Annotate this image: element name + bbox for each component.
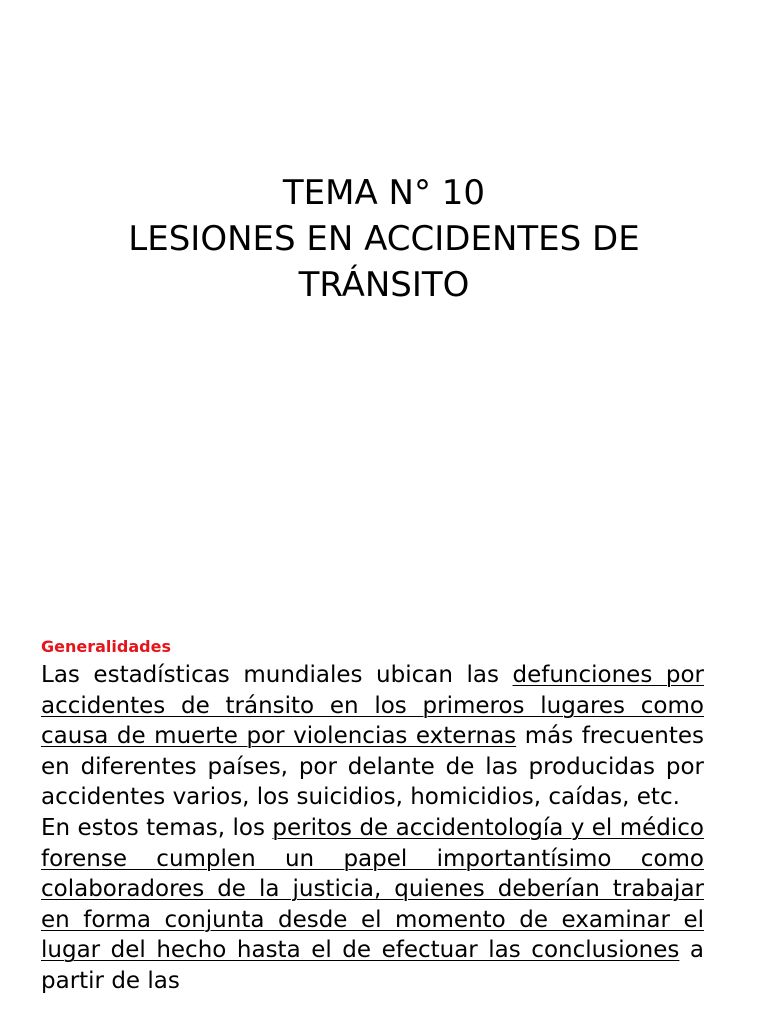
document-body: [41, 636, 704, 997]
paragraph-statistics-underlined: defunciones por accidentes de tránsito en los primeros lugares como causa de muerte por violencias externas: [41, 662, 704, 750]
page-title: [0, 170, 768, 308]
title-subject-line1: LESIONES EN ACCIDENTES DE: [128, 219, 640, 259]
title-subject-line2: TRÁNSITO: [298, 265, 470, 305]
title-topic-number: TEMA N° 10: [282, 173, 486, 213]
paragraph-statistics-text: Las estadísticas mundiales ubican las: [41, 662, 513, 688]
paragraph-statistics-text-end: más frecuentes en diferentes países, por delante de las producidas por accidentes varios, los suicidios, homicidios, caídas, etc.: [41, 723, 704, 811]
paragraph-experts-text: En estos temas, los: [41, 814, 273, 841]
paragraph-experts-text-end: a partir de las: [41, 937, 705, 994]
paragraph-experts-underlined: peritos de accidentología y el médico forense cumplen un papel importantísimo como colaboradores de la justicia, quienes deberían trabajar en forma conjunta desde el momento de examinar el lugar del hecho hasta el de efectuar las conclusiones: [41, 814, 704, 964]
paragraph-statistics: [41, 660, 704, 813]
section-heading: Generalidades: [41, 637, 171, 656]
paragraph-experts: [41, 813, 704, 997]
